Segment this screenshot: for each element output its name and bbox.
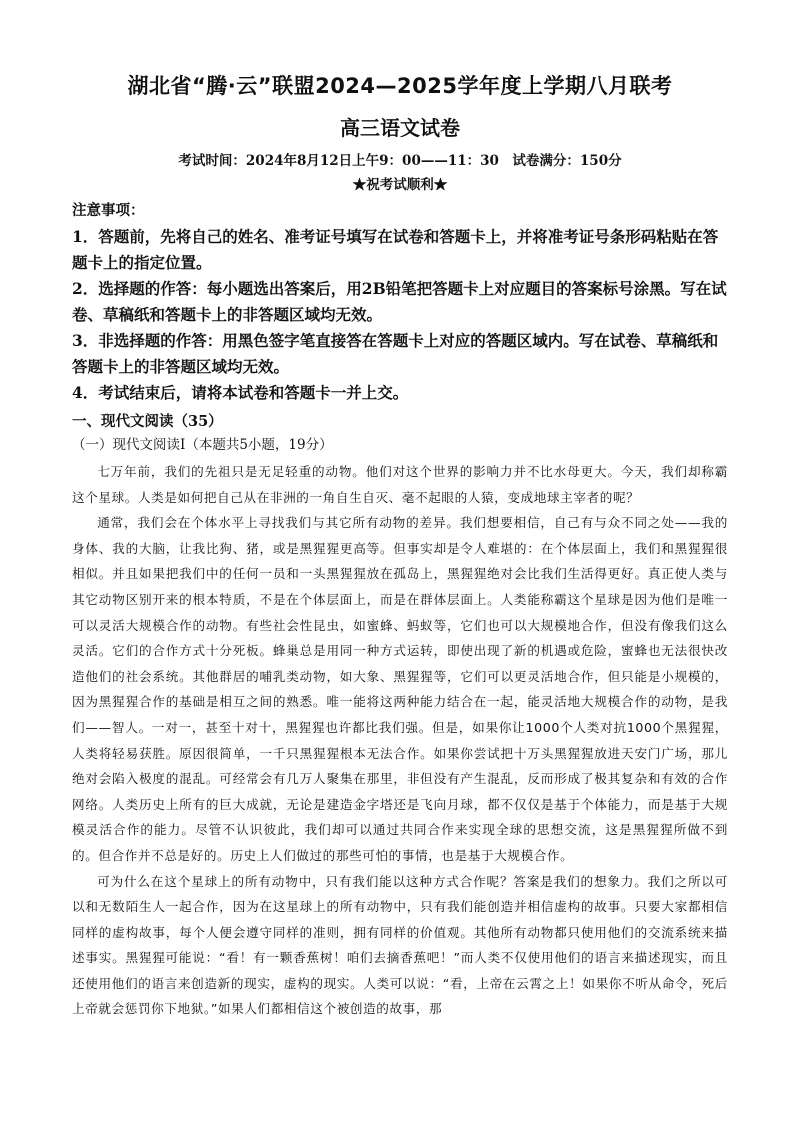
note-item: 3．非选择题的作答：用黑色签字笔直接答在答题卡上对应的答题区域内。写在试卷、草稿纸和答题卡上的非答题区域均无效。	[72, 331, 719, 376]
exam-title: 湖北省“腾·云”联盟2024—2025学年度上学期八月联考	[127, 74, 673, 98]
section-title: 一、现代文阅读（35）	[72, 413, 223, 430]
note-item: 4．考试结束后，请将本试卷和答题卡一并上交。	[72, 383, 409, 402]
exam-info: 考试时间：2024年8月12日上午9：00——11：30 试卷满分：150分	[178, 153, 622, 169]
subsection-title: （一）现代文阅读Ⅰ（本题共5小题，19分）	[72, 437, 333, 453]
passage-paragraph: 七万年前，我们的先祖只是无足轻重的动物。他们对这个世界的影响力并不比水母更大。今天，我们却称霸这个星球。人类是如何把自己从在非洲的一角自生自灭、毫不起眼的人猿，变成地球主宰者的呢？	[72, 464, 728, 505]
note-item: 2．选择题的作答：每小题选出答案后，用2B铅笔把答题卡上对应题目的答案标号涂黑。写在试卷、草稿纸和答题卡上的非答题区域均无效。	[72, 279, 727, 324]
exam-subtitle: 高三语文试卷	[340, 116, 460, 140]
exam-wish: ★祝考试顺利★	[352, 177, 448, 193]
note-item: 1．答题前，先将自己的姓名、准考证号填写在试卷和答题卡上，并将准考证号条形码粘贴在答题卡上的指定位置。	[72, 227, 719, 272]
passage-paragraph: 可为什么在这个星球上的所有动物中，只有我们能以这种方式合作呢？答案是我们的想象力。我们之所以可以和无数陌生人一起合作，因为在这星球上的所有动物中，只有我们能创造并相信虚构的故事。只要大家都相信同样的虚构故事，每个人便会遵守同样的准则，拥有同样的价值观。其他所有动物都只使用他们的交流系统来描述事实。黑猩猩可能说：“看！有一颗香蕉树！咱们去摘香蕉吧！”而人类不仅使用他们的语言来描述现实，而且还使用他们的语言来创造新的现实，虚构的现实。人类可以说：“看，上帝在云霄之上！如果你不听从命令，死后上帝就会惩罚你下地狱。”如果人们都相信这个被创造的故事，那	[72, 873, 728, 1017]
passage-paragraph: 通常，我们会在个体水平上寻找我们与其它所有动物的差异。我们想要相信，自己有与众不同之处——我的身体、我的大脑，让我比狗、猪，或是黑猩猩更高等。但事实却是令人难堪的：在个体层面上，我们和黑猩猩很相似。并且如果把我们中的任何一员和一头黑猩猩放在孤岛上，黑猩猩绝对会比我们生活得更好。真正使人类与其它动物区别开来的根本特质，不是在个体层面上，而是在群体层面上。人类能称霸这个星球是因为他们是唯一可以灵活大规模合作的动物。有些社会性昆虫，如蜜蜂、蚂蚁等，它们也可以大规模地合作，但没有像我们这么灵活。它们的合作方式十分死板。蜂巢总是用同一种方式运转，即使出现了新的机遇或危险，蜜蜂也无法很快改造他们的社会系统。其他群居的哺乳类动物，如大象、黑猩猩等，它们可以更灵活地合作，但只能是小规模的，因为黑猩猩合作的基础是相互之间的熟悉。唯一能将这两种能力结合在一起，能灵活地大规模合作的动物，是我们——智人。一对一，甚至十对十，黑猩猩也许都比我们强。但是，如果你让1000个人类对抗1000个黑猩猩，人类将轻易获胜。原因很简单，一千只黑猩猩根本无法合作。如果你尝试把十万头黑猩猩放进天安门广场，那儿绝对会陷入极度的混乱。可经常会有几万人聚集在那里，非但没有产生混乱，反而形成了极其复杂和有效的合作网络。人类历史上所有的巨大成就，无论是建造金字塔还是飞向月球，都不仅仅是基于个体能力，而是基于大规模灵活合作的能力。尽管不认识彼此，我们却可以通过共同合作来实现全球的思想交流，这是黑猩猩所做不到的。但合作并不总是好的。历史上人们做过的那些可怕的事情，也是基于大规模合作。	[72, 515, 728, 863]
notes-title: 注意事项：	[72, 202, 145, 219]
